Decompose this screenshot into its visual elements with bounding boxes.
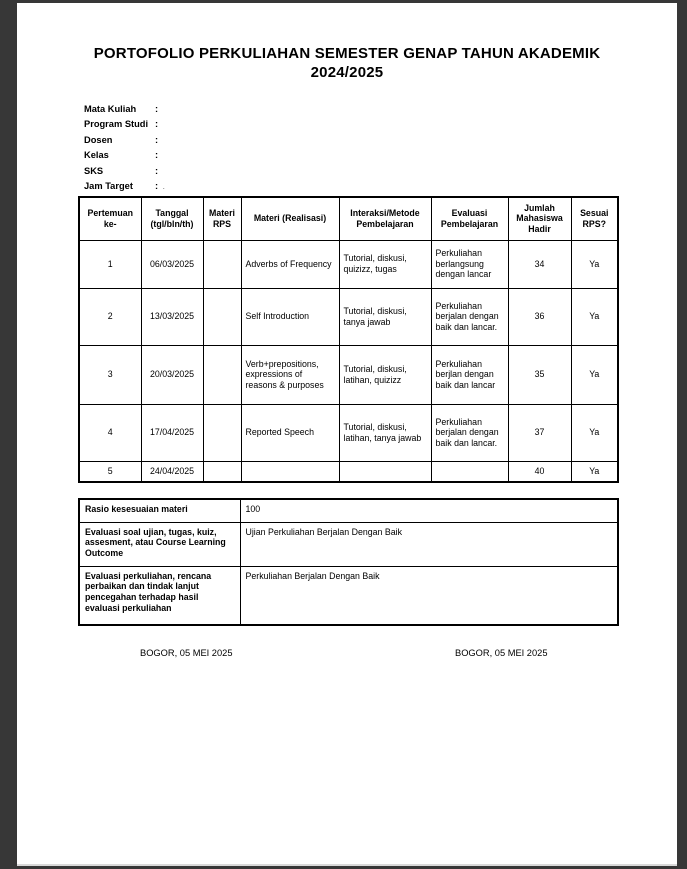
summary-value: Ujian Perkuliahan Berjalan Dengan Baik (240, 522, 618, 566)
cell-evaluasi: Perkuliahan berjalan dengan baik dan lancar. (431, 288, 508, 345)
cell-sesuai-rps: Ya (571, 345, 618, 404)
cell-interaksi: Tutorial, diskusi, quizizz, tugas (339, 240, 431, 288)
page-bottom-edge (17, 864, 677, 866)
cell-materi-realisasi (241, 461, 339, 482)
cell-sesuai-rps: Ya (571, 404, 618, 461)
course-info-row-dosen (84, 132, 165, 148)
cell-materi-rps (203, 240, 241, 288)
course-info-row-mata-kuliah (84, 101, 165, 117)
column-header-interaksi: Interaksi/Metode Pembelajaran (339, 197, 431, 240)
cell-materi-realisasi: Reported Speech (241, 404, 339, 461)
cell-sesuai-rps: Ya (571, 461, 618, 482)
column-header-jumlah-hadir: Jumlah Mahasiswa Hadir (508, 197, 571, 240)
cell-tanggal: 24/04/2025 (141, 461, 203, 482)
table-row (79, 240, 618, 288)
cell-jumlah-hadir: 34 (508, 240, 571, 288)
cell-pertemuan: 3 (79, 345, 141, 404)
cell-materi-rps (203, 404, 241, 461)
cell-evaluasi: Perkuliahan berjlan dengan baik dan lancar (431, 345, 508, 404)
cell-materi-realisasi: Adverbs of Frequency (241, 240, 339, 288)
field-label: Jam Target (84, 181, 133, 192)
table-row (79, 345, 618, 404)
cell-materi-rps (203, 345, 241, 404)
cell-jumlah-hadir: 40 (508, 461, 571, 482)
signature-date-left: BOGOR, 05 MEI 2025 (140, 648, 233, 658)
field-label: Program Studi (84, 119, 149, 130)
course-info-row-program-studi (84, 117, 165, 133)
summary-value: Perkuliahan Berjalan Dengan Baik (240, 566, 618, 625)
field-label: SKS (84, 165, 104, 176)
field-label: Kelas (84, 150, 109, 161)
cell-pertemuan: 5 (79, 461, 141, 482)
cell-interaksi: Tutorial, diskusi, tanya jawab (339, 288, 431, 345)
summary-row-rasio (79, 499, 618, 522)
field-colon: : (155, 165, 159, 176)
field-colon: : (155, 103, 159, 114)
cell-sesuai-rps: Ya (571, 288, 618, 345)
field-colon: : (155, 134, 159, 145)
cell-evaluasi: Perkuliahan berlangsung dengan lancar (431, 240, 508, 288)
field-value: . (163, 185, 165, 192)
table-row (79, 404, 618, 461)
cell-tanggal: 13/03/2025 (141, 288, 203, 345)
summary-label: Rasio kesesuaian materi (79, 499, 240, 522)
cell-jumlah-hadir: 35 (508, 345, 571, 404)
summary-label: Evaluasi soal ujian, tugas, kuiz, assesment, atau Course Learning Outcome (79, 522, 240, 566)
page-title-line1: PORTOFOLIO PERKULIAHAN SEMESTER GENAP TAHUN AKADEMIK (93, 45, 601, 62)
column-header-tanggal: Tanggal (tgl/bln/th) (141, 197, 203, 240)
column-header-sesuai-rps: Sesuai RPS? (571, 197, 618, 240)
cell-interaksi (339, 461, 431, 482)
cell-evaluasi (431, 461, 508, 482)
evaluation-summary-table (78, 498, 619, 626)
course-info-row-kelas (84, 148, 165, 164)
summary-row-evaluasi-soal (79, 522, 618, 566)
course-info-row-jam-target (84, 179, 165, 195)
column-header-evaluasi: Evaluasi Pembelajaran (431, 197, 508, 240)
cell-pertemuan: 1 (79, 240, 141, 288)
course-info-block (84, 101, 165, 194)
attendance-header-row (79, 197, 618, 240)
cell-pertemuan: 2 (79, 288, 141, 345)
column-header-pertemuan: Pertemuan ke- (79, 197, 141, 240)
field-label: Dosen (84, 134, 113, 145)
page-title-line2: 2024/2025 (310, 64, 384, 81)
table-row (79, 461, 618, 482)
cell-materi-rps (203, 461, 241, 482)
field-colon: : (155, 150, 159, 161)
signature-date-right: BOGOR, 05 MEI 2025 (455, 648, 548, 658)
course-info-row-sks (84, 163, 165, 179)
cell-materi-realisasi: Verb+prepositions, expressions of reasons & purposes (241, 345, 339, 404)
field-colon: : (155, 119, 159, 130)
column-header-materi-rps: Materi RPS (203, 197, 241, 240)
cell-tanggal: 20/03/2025 (141, 345, 203, 404)
cell-pertemuan: 4 (79, 404, 141, 461)
column-header-materi-realisasi: Materi (Realisasi) (241, 197, 339, 240)
attendance-table (78, 196, 619, 483)
field-colon: : (155, 181, 159, 192)
cell-interaksi: Tutorial, diskusi, latihan, quizizz (339, 345, 431, 404)
cell-evaluasi: Perkuliahan berjalan dengan baik dan lancar. (431, 404, 508, 461)
summary-row-evaluasi-perkuliahan (79, 566, 618, 625)
cell-jumlah-hadir: 37 (508, 404, 571, 461)
cell-jumlah-hadir: 36 (508, 288, 571, 345)
field-label: Mata Kuliah (84, 103, 137, 114)
summary-label: Evaluasi perkuliahan, rencana perbaikan dan tindak lanjut pencegahan terhadap hasil evaluasi perkuliahan (79, 566, 240, 625)
table-row (79, 288, 618, 345)
cell-materi-rps (203, 288, 241, 345)
summary-value: 100 (240, 499, 618, 522)
document-page (17, 3, 677, 864)
cell-interaksi: Tutorial, diskusi, latihan, tanya jawab (339, 404, 431, 461)
cell-sesuai-rps: Ya (571, 240, 618, 288)
cell-tanggal: 17/04/2025 (141, 404, 203, 461)
cell-tanggal: 06/03/2025 (141, 240, 203, 288)
page-title (17, 44, 677, 82)
cell-materi-realisasi: Self Introduction (241, 288, 339, 345)
